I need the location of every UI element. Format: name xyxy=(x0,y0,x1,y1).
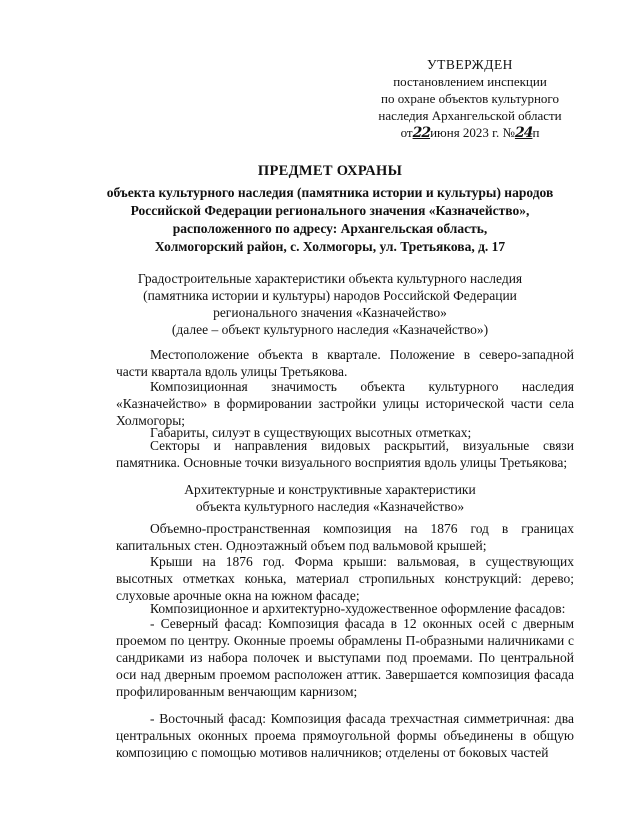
section1-line-3: регионального значения «Казначейство» xyxy=(213,305,447,320)
date-rest: июня 2023 г. № xyxy=(430,125,515,140)
section2-line-1: Архитектурные и конструктивные характеристики xyxy=(184,482,476,497)
approval-line-1: постановлением инспекции xyxy=(393,74,547,89)
paragraph-location: Местоположение объекта в квартале. Положение в северо-западной части квартала вдоль улицы Третьякова. xyxy=(116,347,574,379)
section-heading-architectural xyxy=(100,481,560,515)
title-line-3: расположенного по адресу: Архангельская область, xyxy=(172,221,488,236)
paragraph-dimensions: Габариты, силуэт в существующих высотных отметках; xyxy=(150,425,472,440)
approval-block xyxy=(360,56,580,142)
approval-line-2: по охране объектов культурного xyxy=(381,91,559,106)
paragraph-composition-significance: Композиционная значимость объекта культурного наследия «Казначейство» в формировании застройки улицы исторической части села Холмогоры; xyxy=(116,379,574,428)
paragraph-facades-intro: Композиционное и архитектурно-художественное оформление фасадов: xyxy=(150,601,566,616)
paragraph-view-sectors: Секторы и направления видовых раскрытий, визуальные связи памятника. Основные точки визуального восприятия вдоль улицы Третьякова; xyxy=(116,438,574,470)
number-suffix: п xyxy=(532,125,540,140)
approval-line-3: наследия Архангельской области xyxy=(378,108,562,123)
title-line-2: Российской Федерации регионального значения «Казначейство», xyxy=(130,203,530,218)
paragraph-north-facade: - Северный фасад: Композиция фасада в 12 оконных осей с дверным проемом по центру. Оконные проемы обрамлены П-образными наличниками с сандриками из набора полочек и выступами под проемами. По центральной оси над дверным проемом расположен аттик. Завершается композиция фасада профилированным венчающим карнизом; xyxy=(116,616,574,699)
document-number-handwritten: 24 xyxy=(514,125,533,141)
date-day-handwritten: 22 xyxy=(412,125,431,141)
document-title-block xyxy=(100,162,560,256)
approval-date-line xyxy=(360,124,580,142)
section1-line-4: (далее – объект культурного наследия «Казначейство») xyxy=(171,322,489,337)
paragraph-roofs: Крыши на 1876 год. Форма крыши: вальмовая, в существующих высотных отметках конька, материал стропильных конструкций: дерево; слуховые арочные окна на южном фасаде; xyxy=(116,554,574,603)
section2-line-2: объекта культурного наследия «Казначейство» xyxy=(195,499,465,514)
paragraph-east-facade: - Восточный фасад: Композиция фасада трехчастная симметричная: два центральных оконных проема прямоугольной формы объединены в общую композицию с помощью мотивов наличников; отделены от боковых частей xyxy=(116,711,574,760)
title-line-1: объекта культурного наследия (памятника истории и культуры) народов xyxy=(106,185,554,200)
paragraph-volume-composition: Объемно-пространственная композиция на 1876 год в границах капитальных стен. Одноэтажный объем под вальмовой крышей; xyxy=(116,521,574,553)
section1-line-2: (памятника истории и культуры) народов Российской Федерации xyxy=(143,288,517,303)
approval-heading: УТВЕРЖДЕН xyxy=(427,57,513,72)
date-prefix: от xyxy=(400,125,413,140)
section1-line-1: Градостроительные характеристики объекта культурного наследия xyxy=(137,271,523,286)
section-heading-urban xyxy=(100,270,560,338)
document-main-title: ПРЕДМЕТ ОХРАНЫ xyxy=(257,163,403,179)
title-line-4: Холмогорский район, с. Холмогоры, ул. Третьякова, д. 17 xyxy=(154,239,506,254)
